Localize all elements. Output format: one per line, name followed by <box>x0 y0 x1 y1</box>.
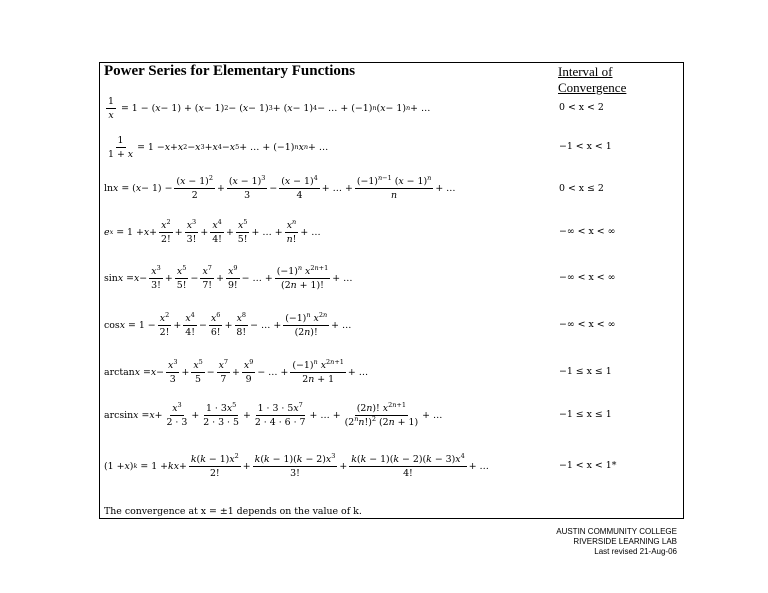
footer-college: AUSTIN COMMUNITY COLLEGE <box>556 527 677 536</box>
formula-ln: ln x = ( x − 1) − $\frac{(x - 1)^2}{2}$ + $\frac{(x - 1)^3}{3}$ − $\frac{(x - 1)^4}{4}$ + … + $\frac{(-1)^{n-1} (x - 1)^n}{n}$ + … <box>104 173 456 201</box>
series-row-arcsin <box>104 395 442 435</box>
interval-heading-line2: Convergence <box>558 80 627 95</box>
interval-geometric: −1 < x < 1 <box>559 141 612 152</box>
series-row-sin <box>104 258 352 298</box>
interval-arctan: −1 ≤ x ≤ 1 <box>559 366 612 377</box>
interval-cos: −∞ < x < ∞ <box>559 319 616 330</box>
formula-sin: sin x = x − $\frac{x^3}{3!}$ + $\frac{x^5}{5!}$ − $\frac{x^7}{7!}$ + $\frac{x^9}{9!}$ − … + $\frac{(-1)^n x^{2n+1}}{(2n + 1)!}$ + … <box>104 263 353 291</box>
series-row-arctan <box>104 352 368 392</box>
formula-arctan: arctan x = x − $\frac{x^3}{3}$ + $\frac{x^5}{5}$ − $\frac{x^7}{7}$ + $\frac{x^9}{9}$ − … + $\frac{(-1)^n x^{2n+1}}{2n + 1}$ + … <box>104 357 369 385</box>
formula-binomial: (1 + x ) k = 1 + kx + $\frac{k(k - 1)x^2}{2!}$ + $\frac{k(k - 1)(k - 2)x^3}{3!}$ + $\frac{k(k - 1)(k - 2)(k - 3)x^4}{4!}$ + … <box>104 451 489 479</box>
formula-exp: e x = 1 + x + $\frac{x^2}{2!}$ + $\frac{x^3}{3!}$ + $\frac{x^4}{4!}$ + $\frac{x^5}{5!}$ + … + $\frac{x^n}{n!}$ + … <box>104 217 321 245</box>
formula-cos: cos x = 1 − $\frac{x^2}{2!}$ + $\frac{x^4}{4!}$ − $\frac{x^6}{6!}$ + $\frac{x^8}{8!}$ − … + $\frac{(-1)^n x^{2n}}{(2n)!}$ + … <box>104 310 352 338</box>
interval-sin: −∞ < x < ∞ <box>559 272 616 283</box>
interval-arcsin: −1 ≤ x ≤ 1 <box>559 409 612 420</box>
interval-binomial: −1 < x < 1* <box>559 460 617 471</box>
interval-exp: −∞ < x < ∞ <box>559 226 616 237</box>
series-row-exp <box>104 212 321 252</box>
series-row-geometric <box>104 127 328 167</box>
interval-heading <box>558 64 626 96</box>
formula-geometric: $\frac{1}{1 + x}$ = 1 − x + x 2 − x 3 + x 4 − x 5 + … + (−1) n x n + … <box>108 134 329 160</box>
series-row-ln <box>104 168 456 208</box>
footer-lab: RIVERSIDE LEARNING LAB <box>573 537 677 546</box>
footer-revised: Last revised 21-Aug-06 <box>594 547 677 556</box>
formula-reciprocal: $\frac{1}{x}$ = 1 − ( x − 1) + ( x − 1) 2 − ( x − 1) 3 + ( x − 1) 4 − … + (−1) n ( x − 1) n + … <box>108 95 431 121</box>
convergence-note: The convergence at x = ±1 depends on the value of k. <box>104 506 362 517</box>
interval-reciprocal: 0 < x < 2 <box>559 102 604 113</box>
series-row-cos <box>104 305 351 345</box>
interval-heading-line1: Interval of <box>558 64 613 79</box>
series-row-binomial <box>104 446 489 486</box>
interval-ln: 0 < x ≤ 2 <box>559 183 604 194</box>
series-row-reciprocal <box>104 88 430 128</box>
page-title: Power Series for Elementary Functions <box>104 63 356 79</box>
footer <box>556 527 677 557</box>
formula-arcsin: arcsin x = x + $\frac{x^3}{2 \cdot 3}$ + $\frac{1 \cdot 3x^5}{2 \cdot 3 \cdot 5}$ + $\frac{1 \cdot 3 \cdot 5x^7}{2 \cdot 4 \cdot 6 \cdot 7}$ + … + $\frac{(2n)! x^{2n+1}}{(2^nn!)^2 (2n + 1)}$ + … <box>104 400 443 428</box>
